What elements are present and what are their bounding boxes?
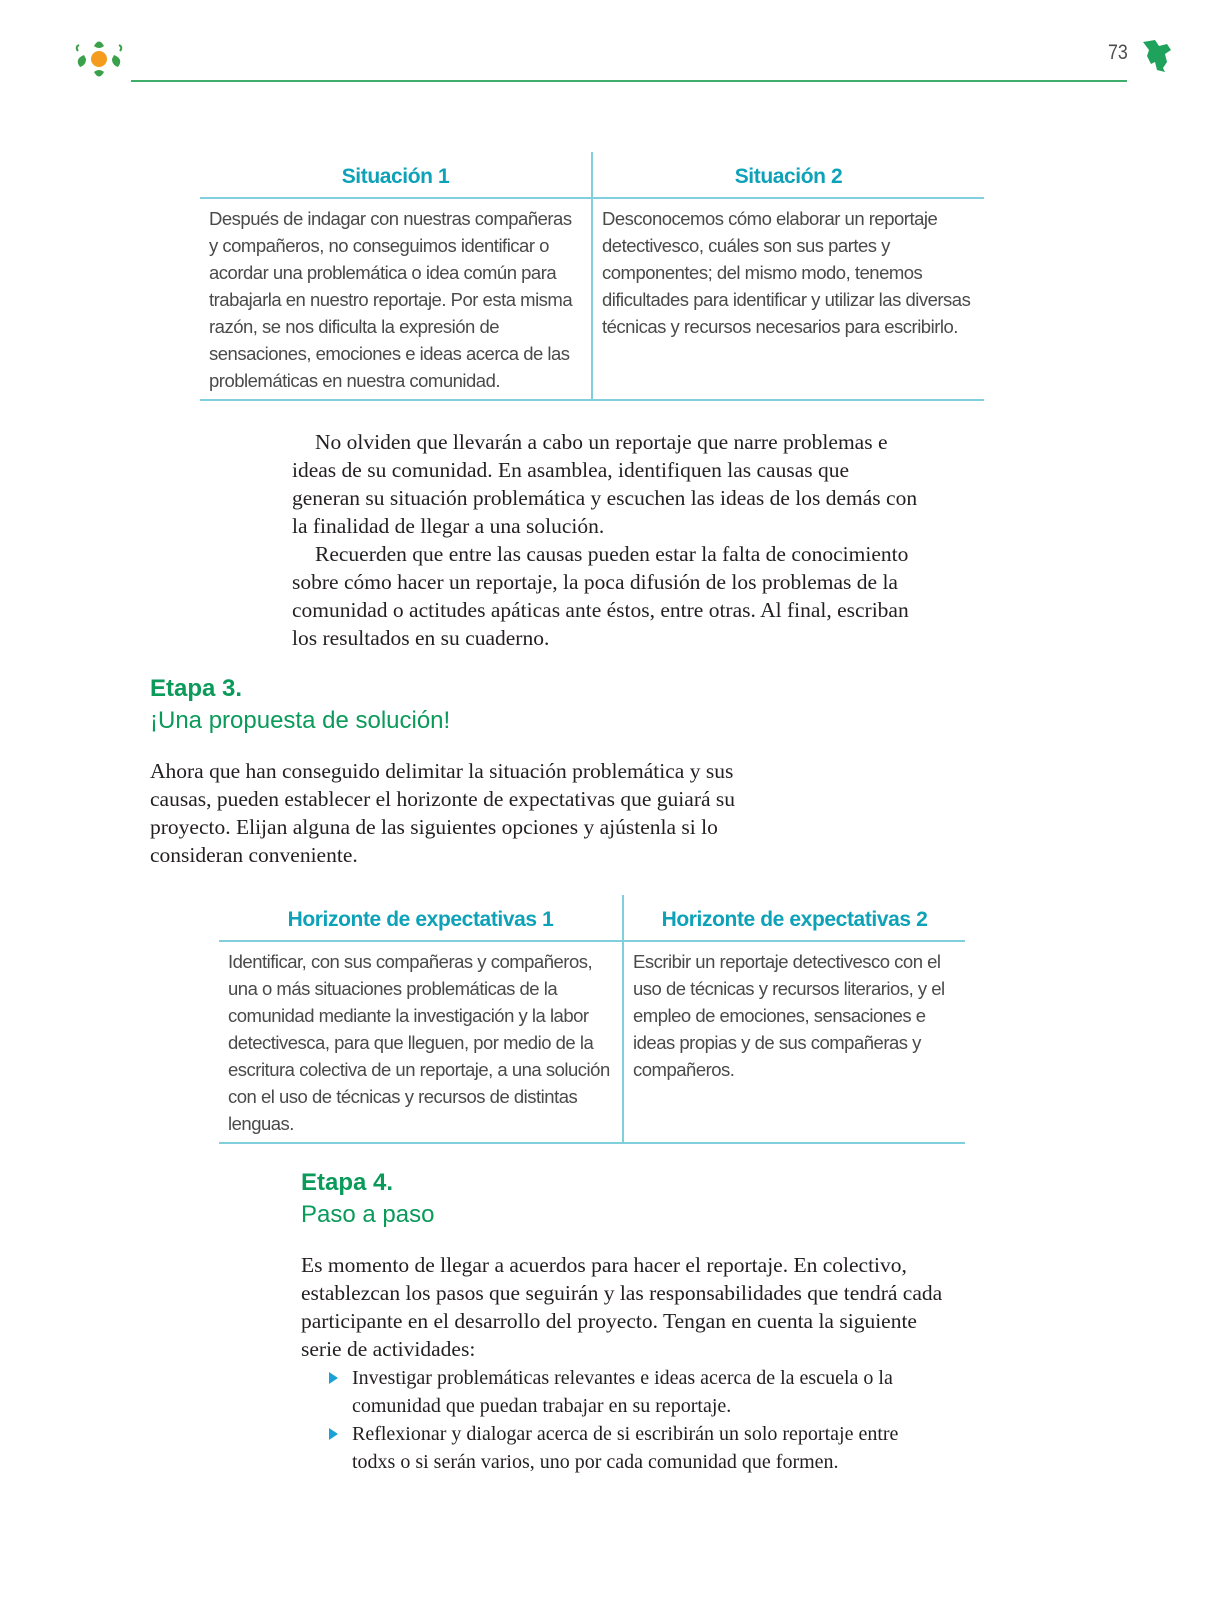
stage-3-heading	[150, 673, 450, 737]
bullet-text: Reflexionar y dialogar acerca de si escribirán un solo reportaje entre todxs o si serán varios, uno por cada comunidad que formen.	[352, 1423, 899, 1473]
list-item	[327, 1364, 937, 1420]
stage-4-paragraph: Es momento de llegar a acuerdos para hacer el reportaje. En colectivo, establezcan los pasos que seguirán y las responsabilidades que tendrá cada participante en el desarrollo del proyecto. Tengan en cuenta la siguiente serie de actividades:	[301, 1253, 943, 1361]
stage-4-bullet-list	[327, 1364, 937, 1476]
intro-text	[292, 428, 922, 652]
mexico-map-icon	[1139, 38, 1173, 74]
intro-paragraph-1: No olviden que llevarán a cabo un reportaje que narre problemas e ideas de su comunidad. En asamblea, identifiquen las causas que generan su situación problemática y escuchen las ideas de los demás con la finalidad de llegar a una solución.	[292, 430, 918, 538]
list-item	[327, 1420, 937, 1476]
situation-2-cell: Desconocemos cómo elaborar un reportaje detectivesco, cuáles son sus partes y componentes; del mismo modo, tenemos dificultades para identificar y utilizar las diversas técnicas y recursos necesarios para escribirlo.	[592, 198, 984, 400]
horizon-2-header: Horizonte de expectativas 2	[623, 895, 965, 941]
situation-1-header: Situación 1	[200, 152, 592, 198]
bullet-triangle-icon	[329, 1372, 338, 1384]
intro-paragraph-2: Recuerden que entre las causas pueden estar la falta de conocimiento sobre cómo hacer un reportaje, la poca difusión de los problemas de la comunidad o actitudes apáticas ante éstos, entre otras. Al final, escriban los resultados en su cuaderno.	[292, 542, 909, 650]
situation-1-cell: Después de indagar con nuestras compañeras y compañeros, no conseguimos identificar o acordar una problemática o idea común para trabajarla en nuestro reportaje. Por esta misma razón, se nos dificulta la expresión de sensaciones, emociones e ideas acerca de las problemáticas en nuestra comunidad.	[200, 198, 592, 400]
stage-4-title: Paso a paso	[301, 1201, 435, 1228]
horizon-1-header: Horizonte de expectativas 1	[219, 895, 623, 941]
horizon-2-cell: Escribir un reportaje detectivesco con el uso de técnicas y recursos literarios, y el empleo de emociones, sensaciones e ideas propias y de sus compañeras y compañeros.	[623, 941, 965, 1143]
header-rule	[131, 80, 1127, 82]
flower-logo-icon	[72, 33, 126, 85]
horizons-table	[219, 895, 965, 1144]
situation-2-header: Situación 2	[592, 152, 984, 198]
stage-4-heading	[301, 1167, 434, 1231]
stage-3-body	[150, 757, 740, 869]
bullet-triangle-icon	[329, 1428, 338, 1440]
page-number: 73	[1108, 41, 1128, 64]
stage-3-title: ¡Una propuesta de solución!	[150, 707, 451, 734]
stage-3-number: Etapa 3.	[150, 675, 243, 702]
stage-4-body	[301, 1251, 951, 1363]
stage-3-paragraph: Ahora que han conseguido delimitar la situación problemática y sus causas, pueden establecer el horizonte de expectativas que guiará su proyecto. Elijan alguna de las siguientes opciones y ajústenla si lo consideran conveniente.	[150, 759, 736, 867]
bullet-text: Investigar problemáticas relevantes e ideas acerca de la escuela o la comunidad que puedan trabajar en su reportaje.	[352, 1367, 893, 1417]
horizon-1-cell: Identificar, con sus compañeras y compañeros, una o más situaciones problemáticas de la comunidad mediante la investigación y la labor detectivesca, para que lleguen, por medio de la escritura colectiva de un reportaje, a una solución con el uso de técnicas y recursos de distintas lenguas.	[219, 941, 623, 1143]
situations-table	[200, 152, 984, 401]
stage-4-number: Etapa 4.	[301, 1169, 394, 1196]
